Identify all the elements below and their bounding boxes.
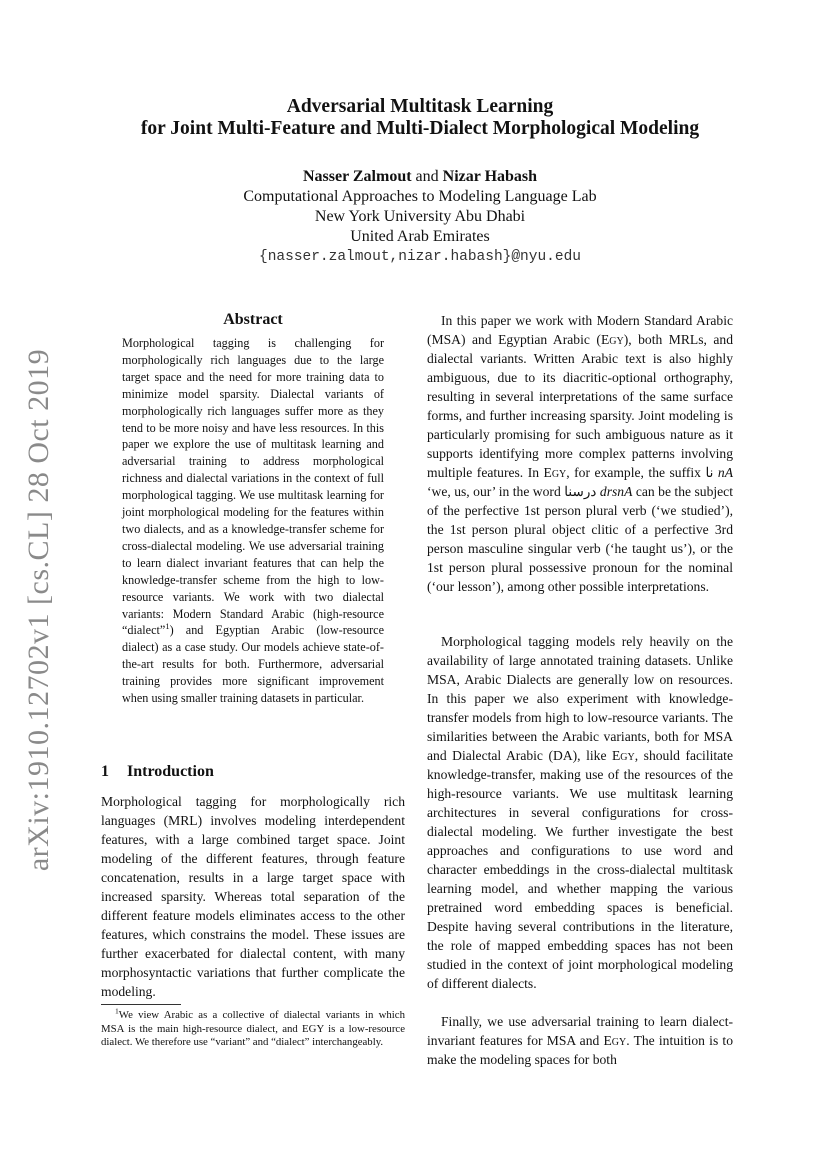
text-run: Finally, we use adversarial training to learn dialect-invariant features for MSA and xyxy=(427,1014,733,1048)
right-column-paragraph-1 xyxy=(427,311,733,596)
transliteration-word: drsnA xyxy=(599,484,633,499)
author-email[interactable]: {nasser.zalmout,nizar.habash}@nyu.edu xyxy=(259,249,581,265)
footnote xyxy=(101,1006,405,1050)
abstract-body xyxy=(122,335,384,707)
abstract-text-part-1: Morphological tagging is challenging for morphologically rich languages due to the large target space and the need for more training data to minimize model sparsity. Dialectal variants of morphologically rich languages suffer more as they tend to be more noisy and have less resources. In this paper we explore the use of multitask learning and adversarial training to address morphological richness and dialectal variations in the context of full morphological tagging. We use multitask learning for joint morphological modeling for the features within two dialects, and as a knowledge-transfer scheme for cross-dialectal modeling. We use adversarial training to learn dialect invariant features that can help the knowledge-transfer scheme from the high to low-resource variants. We work with two dialectal variants: Modern Standard Arabic (high-resource “dialect” xyxy=(122,336,384,638)
text-run: . The intuition is to make the modeling spaces for both xyxy=(427,1033,733,1067)
text-run: can be the subject of the perfective 1st person plural verb (‘we studied’), the 1st person plural object clitic of a perfective 3rd person masculine singular verb (‘he taught us’), or the 1st person plural possessive pronoun for the nominal (‘our lesson’), among other possible interpretations. xyxy=(427,484,733,594)
text-run: , for example, the suffix xyxy=(566,465,706,480)
arxiv-id-text: arXiv:1910.12702v1 [cs.CL] 28 Oct 2019 xyxy=(22,348,56,872)
footnote-mark: 1 xyxy=(115,1006,119,1016)
text-run: , should facilitate knowledge-transfer, making use of the resources of the high-resource variants. We use multitask learning architectures in several configurations for cross-dialectal modeling. We further investigate the best approaches and configurations to use word and character embeddings in the cross-dialectal multitask learning model, and whether mapping the various pretrained word embedding spaces is beneficial. Despite having several contributions in the literature, the role of mapped embedding spaces has not been studied in the context of joint morphological modeling of different dialects. xyxy=(427,748,733,991)
dialect-abbrev: Egy xyxy=(600,332,624,347)
paper-title-line-1: Adversarial Multitask Learning xyxy=(286,96,554,117)
transliteration-suffix: nA xyxy=(717,465,734,480)
abstract-text-part-2: ) and Egyptian Arabic (low-resource dialect) as a case study. Our models achieve state-of-the-art results for both. Furthermore, adversarial training provides more significant improvement when using smaller training datasets in particular. xyxy=(122,623,384,706)
arabic-word: درسنا xyxy=(564,484,597,499)
affiliation-lab: Computational Approaches to Modeling Language Lab xyxy=(243,188,597,205)
dialect-abbrev: Egy xyxy=(543,465,567,480)
text-run: ), both MRLs, and dialectal variants. Written Arabic text is also highly ambiguous, due to its diacritic-optional orthography, resulting in several interpretations of the same surface forms, and further increasing sparsity. Joint modeling is particularly promising for such ambiguous nature as it supports identifying more complex patterns involving multiple features. In xyxy=(427,332,734,480)
text-run: Morphological tagging models rely heavily on the availability of large annotated training datasets. Unlike MSA, Arabic Dialects are generally low on resources. In this paper we also experiment with knowledge-transfer models from high to low-resource variants. The similarities between the Arabic variants, both for MSA and Dialectal Arabic (DA), like xyxy=(427,634,733,763)
abstract-heading: Abstract xyxy=(223,311,283,328)
arxiv-identifier-stamp xyxy=(4,348,74,872)
text-run: ‘we, us, our’ in the word xyxy=(427,484,565,499)
footnote-divider xyxy=(101,1004,181,1005)
affiliation-country: United Arab Emirates xyxy=(350,228,490,245)
arabic-suffix: نا xyxy=(705,465,714,480)
section-heading-introduction xyxy=(101,763,214,781)
section-title: Introduction xyxy=(127,763,214,780)
dialect-abbrev: Egy xyxy=(603,1033,627,1048)
affiliation-university: New York University Abu Dhabi xyxy=(314,208,526,225)
right-column-paragraph-2 xyxy=(427,632,733,993)
text-run: In this paper we work with Modern Standard Arabic (MSA) and Egyptian Arabic ( xyxy=(427,313,733,347)
introduction-paragraph: Morphological tagging for morphologically rich languages (MRL) involves modeling interdependent features, with a large combined target space. Joint modeling of the different features, through feature concatenation, results in a large target space with increased sparsity. Whereas total separation of the different feature models eliminates access to the other features, which constrains the model. These issues are further exacerbated for dialectal content, with many morphosyntactic variations that further complicate the modeling. xyxy=(101,794,405,999)
footnote-reference[interactable]: 1 xyxy=(165,621,170,632)
dialect-abbrev: Egy xyxy=(612,748,635,763)
footnote-text: We view Arabic as a collective of dialectal variants in which MSA is the main high-resource dialect, and EGY is a low-resource dialect. We therefore use “variant” and “dialect” interchangeably. xyxy=(101,1009,405,1049)
author-conjunction: and xyxy=(415,168,439,185)
author-2: Nizar Habash xyxy=(442,168,538,185)
author-1: Nasser Zalmout xyxy=(302,168,412,185)
paper-title-line-2: for Joint Multi-Feature and Multi-Dialect Morphological Modeling xyxy=(140,118,700,139)
author-line xyxy=(100,167,740,187)
right-column-paragraph-3 xyxy=(427,1012,733,1069)
section-number: 1 xyxy=(101,763,109,780)
